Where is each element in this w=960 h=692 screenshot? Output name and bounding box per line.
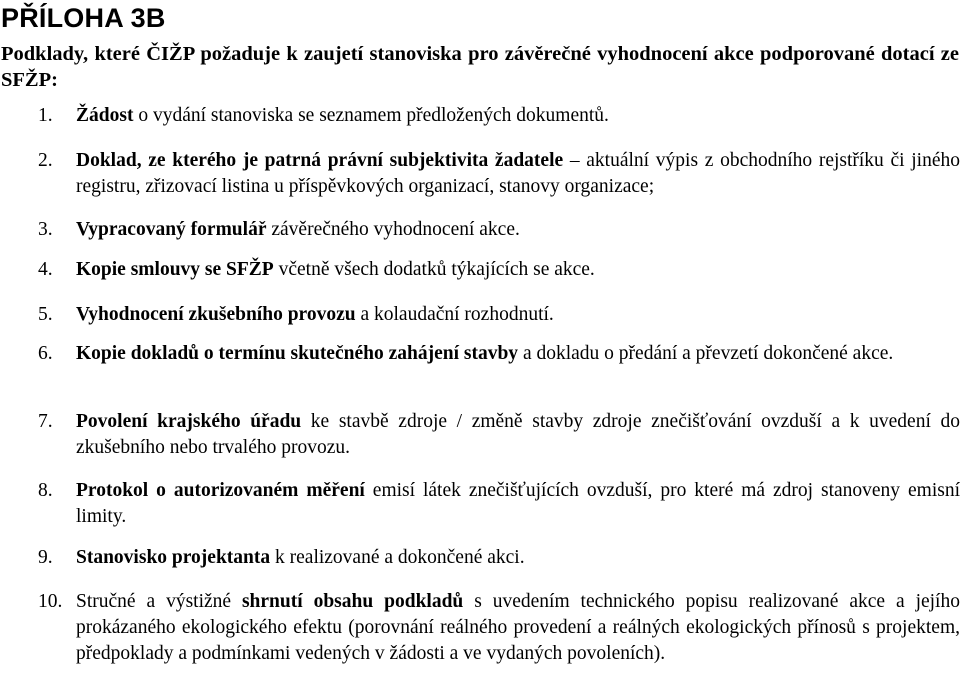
list-item-9 [38,545,960,571]
list-item-6 [38,341,960,367]
list-item-number: 4. [38,259,53,280]
list-item-number: 10. [38,591,63,612]
list-item-text-part: ke stavbě zdroje / změně stavby zdroje znečišťování ovzduší a k uvedení do zkušebního nebo trvalého provozu. [76,411,960,458]
list-item-7 [38,409,960,461]
list-item-text-part: včetně všech dodatků týkajících se akce. [273,259,595,280]
page-title: PŘÍLOHA 3B [1,3,166,33]
list-item-text-part: – aktuální výpis z obchodního rejstříku či jiného registru, zřizovací listina u příspěvkových organizací, stanovy organizace; [76,150,960,197]
list-item-text [76,257,960,283]
list-item-text-part: s uvedením technického popisu realizované akce a jejího prokázaného ekologického efektu (porovnání reálného provedení a reálných ekologických přínosů s projektem, předpoklady a podmínkami vedených v žádosti a ve vydaných povoleních). [76,591,960,664]
list-item-text [76,545,960,571]
list-item-text-part: shrnutí obsahu podkladů [241,591,464,612]
list-item-text-part: Vypracovaný formulář [76,219,267,240]
list-item-10 [38,589,960,667]
list-item-number: 2. [38,150,53,171]
list-item-text-part: a kolaudační rozhodnutí. [355,304,554,325]
list-item-text-part: Vyhodnocení zkušebního provozu [76,304,356,325]
list-item-1 [38,103,960,129]
list-item-3 [38,217,960,243]
list-item-text-part: závěrečného vyhodnocení akce. [266,219,520,240]
list-item-text-part: emisí látek znečišťujících ovzduší, pro které má zdroj stanoveny emisní limity. [76,480,960,527]
list-item-text-part: Protokol o autorizovaném měření [76,480,365,501]
list-item-text-part: k realizované a dokončené akci. [270,547,525,568]
list-item-text [76,341,960,367]
list-item-text-part: o vydání stanoviska se seznamem předložených dokumentů. [133,105,609,126]
list-item-2 [38,148,960,200]
list-item-text-part: Stanovisko projektanta [76,547,271,568]
list-item-text [76,589,960,667]
list-item-text [76,217,960,243]
list-item-5 [38,302,960,328]
intro-paragraph: Podklady, které ČIŽP požaduje k zaujetí stanoviska pro závěrečné vyhodnocení akce podporované dotací ze SFŽP: [1,43,959,91]
list-item-number: 8. [38,480,53,501]
list-item-text [76,409,960,461]
list-item-text [76,302,960,328]
list-item-number: 1. [38,105,53,126]
list-item-text [76,103,960,129]
list-item-number: 9. [38,547,53,568]
list-item-text [76,148,960,200]
list-item-number: 6. [38,343,53,364]
list-item-text-part: Kopie dokladů o termínu skutečného zahájení stavby [76,343,519,364]
list-item-text-part: Stručné a výstižné [76,591,242,612]
list-item-text-part: Kopie smlouvy se SFŽP [76,259,274,280]
list-item-text-part: Povolení krajského úřadu [76,411,302,432]
list-item-number: 3. [38,219,53,240]
list-item-number: 7. [38,411,53,432]
list-item-text [76,478,960,530]
list-item-4 [38,257,960,283]
list-item-text-part: a dokladu o předání a převzetí dokončené akce. [518,343,894,364]
list-item-number: 5. [38,304,53,325]
list-item-text-part: Žádost [76,105,134,126]
list-item-8 [38,478,960,530]
list-item-text-part: Doklad, ze kterého je patrná právní subjektivita žadatele [76,150,564,171]
